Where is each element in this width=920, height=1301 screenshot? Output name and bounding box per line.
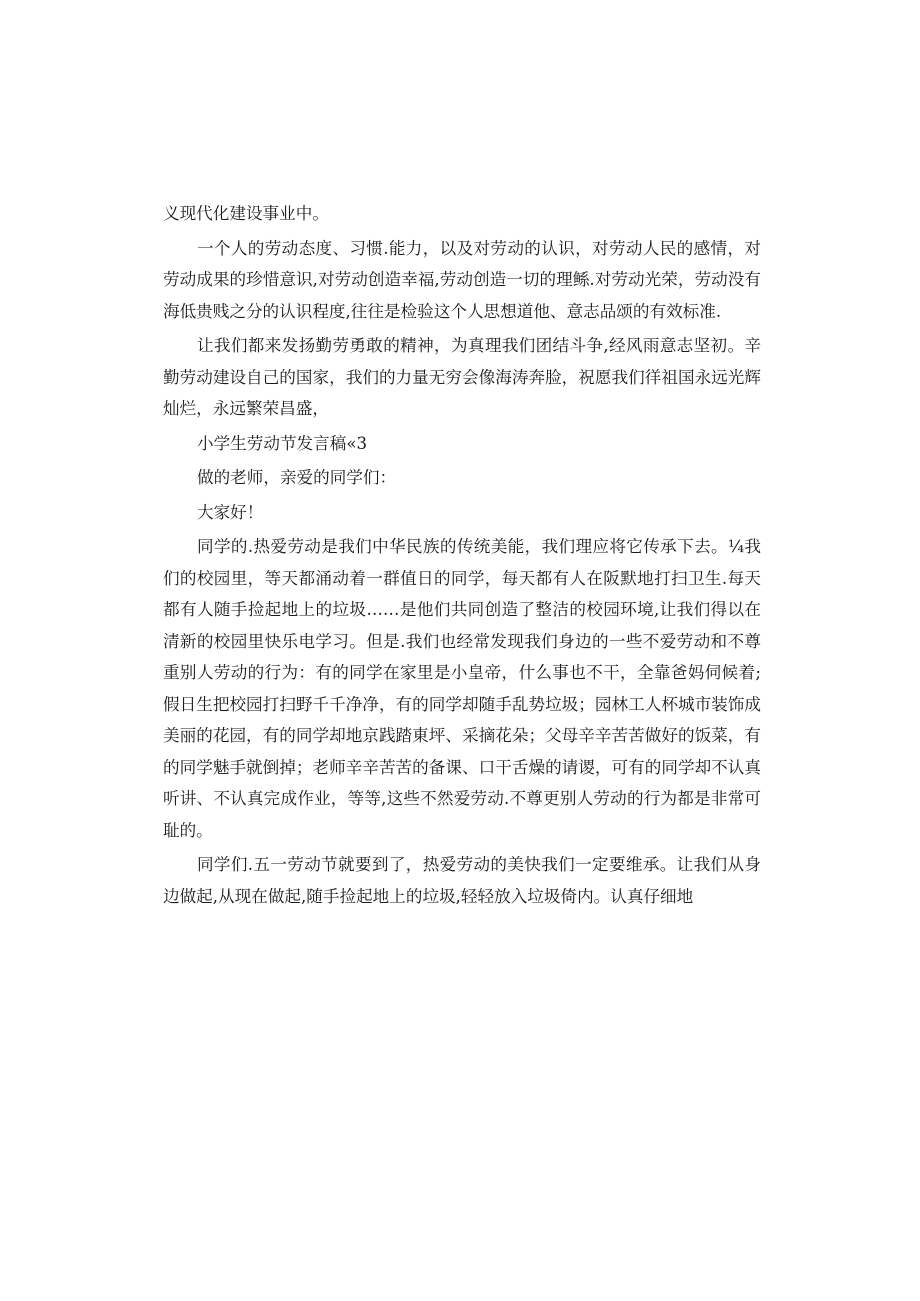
paragraph-3: 让我们都来发扬勤劳勇敢的精神，为真理我们团结斗争,经风雨意志坚初。辛勤劳动建设自己的国家，我们的力量无穷会像海涛奔脸，祝愿我们徉祖国永远光辉灿烂，永远繁荣昌盛， bbox=[163, 336, 761, 418]
document-body bbox=[163, 198, 761, 912]
greeting: 大家好！ bbox=[197, 502, 264, 522]
section-heading: 小学生劳动节发言稿«3 bbox=[197, 433, 368, 453]
salutation: 做的老师，亲爱的同学们： bbox=[197, 468, 397, 487]
paragraph-8: 同学们.五一劳动节就要到了，热爱劳动的美快我们一定要维承。让我们从身边做起,从现在做起,随手捡起地上的垃圾,轻轻放入垃圾倚内。认真仔细地 bbox=[163, 855, 761, 906]
paragraph-7: 同学的.热爱劳动是我们中华民族的传统美能，我们理应将它传承下去。¼我们的校园里，等天都涌动着一群值日的同学，每天都有人在阪默地打扫卫生.每天都有人随手捡起地上的垃圾……是他们共同创造了整洁的校园环境,让我们得以在清新的校园里快乐电学习。但是.我们也经常发现我们身边的一些不爱劳动和不尊重别人劳动的行为：有的同学在家里是小皇帝，什么事也不干，全靠爸妈伺候着;假日生把校园打扫野千千净净，有的同学却随手乱势垃圾；园林工人杯城市装饰成美丽的花园，有的同学却地京践踏東坪、采摘花朵；父母辛辛苦苦做好的饭菜，有的同学魅手就倒掉；老师辛辛苦苦的备课、口干舌燥的请谡，可有的同学却不认真听讲、不认真完成作业，等等,这些不然爱劳动.不尊更别人劳动的行为都是非常可耻的。 bbox=[163, 537, 761, 840]
paragraph-2: 一个人的劳动态度、习惯.能力，以及对劳动的认识，对劳动人民的感情，对劳动成果的珍惜意识,对劳动创造幸福,劳动创造一切的理鲧.对劳动光荣，劳动没有海低贵贱之分的认识程度,往往是检验这个人思想道他、意志品颂的有效标准. bbox=[163, 238, 761, 321]
paragraph-1: 义现代化建设事业中。 bbox=[163, 204, 329, 223]
